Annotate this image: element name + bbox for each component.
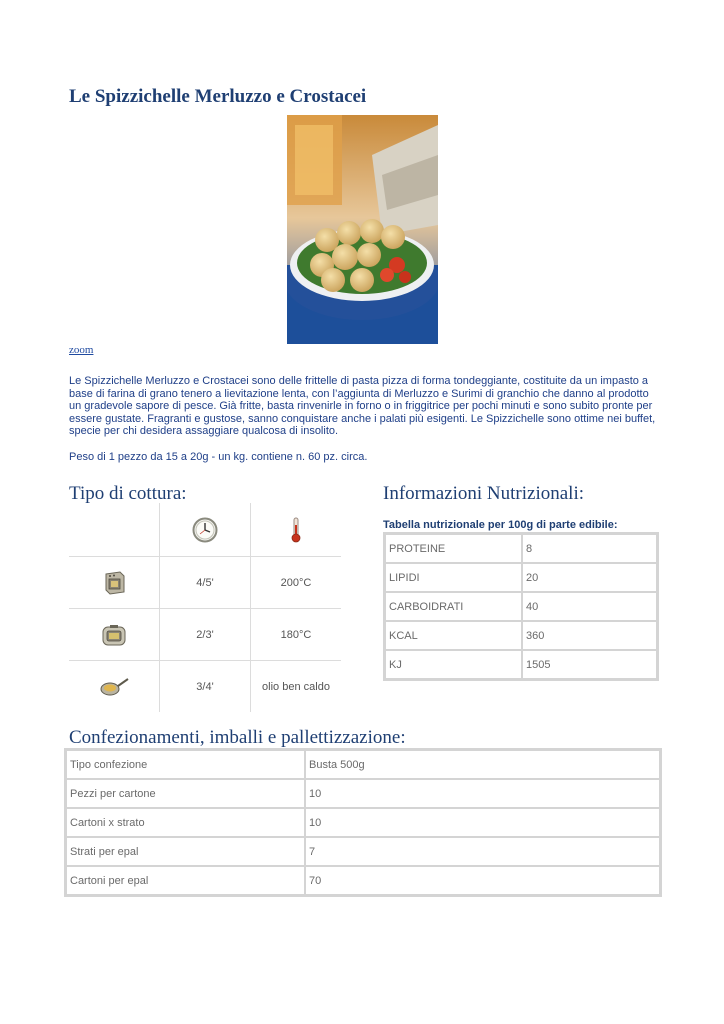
nutrition-row: [385, 592, 657, 621]
cooking-header-empty: [69, 503, 160, 557]
packaging-value: Busta 500g: [305, 750, 660, 779]
nutrition-row: [385, 650, 657, 679]
fryer-icon: [101, 622, 127, 648]
weight-note: Peso di 1 pezzo da 15 a 20g - un kg. contiene n. 60 pz. circa.: [69, 451, 368, 463]
nutrition-value: 360: [522, 621, 657, 650]
nutrition-table: [383, 532, 659, 681]
packaging-label: Cartoni x strato: [66, 808, 305, 837]
thermometer-icon: [289, 516, 303, 544]
nutrition-row: [385, 563, 657, 592]
cooking-temp: 200°C: [251, 557, 342, 609]
cooking-table: [69, 503, 341, 712]
packaging-row: [66, 866, 660, 895]
cooking-heading: Tipo di cottura:: [69, 483, 187, 504]
packaging-row: [66, 837, 660, 866]
cooking-temp: olio ben caldo: [251, 661, 342, 713]
packaging-label: Cartoni per epal: [66, 866, 305, 895]
cooking-temp: 180°C: [251, 609, 342, 661]
cooking-header-row: [69, 503, 341, 557]
nutrition-caption: Tabella nutrizionale per 100g di parte edibile:: [383, 519, 618, 531]
product-description: Le Spizzichelle Merluzzo e Crostacei sono delle frittelle di pasta pizza di forma tondeggiante, costituite da un impasto a base di farina di grano tenero a lievitazione lenta, con l’aggiunta di Merluzzo e Surimi di granchio che danno al prodotto un gradevole sapore di pesce. Già fritte, basta rinvenirle in forno o in friggitrice per pochi minuti e sono subito pronte per essere gustate. Fragranti e gustose, sanno conquistare anche i palati più esigenti. Le Spizzichelle sono ottime nei buffet, specie per chi desidera assaggiare qualcosa di insolito.: [69, 375, 656, 437]
nutrition-value: 40: [522, 592, 657, 621]
nutrition-value: 20: [522, 563, 657, 592]
packaging-value: 70: [305, 866, 660, 895]
cooking-time: 3/4': [160, 661, 251, 713]
cooking-row: [69, 557, 341, 609]
nutrition-label: KJ: [385, 650, 522, 679]
cooking-time: 2/3': [160, 609, 251, 661]
packaging-row: [66, 750, 660, 779]
nutrition-label: CARBOIDRATI: [385, 592, 522, 621]
packaging-row: [66, 779, 660, 808]
packaging-heading: Confezionamenti, imballi e pallettizzazione:: [69, 727, 406, 748]
pan-icon: [99, 676, 129, 698]
nutrition-value: 8: [522, 534, 657, 563]
packaging-value: 10: [305, 779, 660, 808]
cooking-time: 4/5': [160, 557, 251, 609]
nutrition-label: LIPIDI: [385, 563, 522, 592]
zoom-link[interactable]: zoom: [69, 344, 94, 356]
nutrition-row: [385, 621, 657, 650]
nutrition-heading: Informazioni Nutrizionali:: [383, 483, 585, 504]
cooking-row: [69, 661, 341, 713]
product-photo-image: [287, 115, 438, 344]
cooking-row: [69, 609, 341, 661]
packaging-label: Strati per epal: [66, 837, 305, 866]
packaging-row: [66, 808, 660, 837]
packaging-label: Pezzi per cartone: [66, 779, 305, 808]
oven-icon: [102, 570, 126, 596]
packaging-value: 10: [305, 808, 660, 837]
page-title: Le Spizzichelle Merluzzo e Crostacei: [69, 86, 367, 107]
nutrition-row: [385, 534, 657, 563]
nutrition-label: KCAL: [385, 621, 522, 650]
clock-icon: [192, 517, 218, 543]
nutrition-label: PROTEINE: [385, 534, 522, 563]
packaging-label: Tipo confezione: [66, 750, 305, 779]
product-photo[interactable]: [287, 115, 438, 344]
nutrition-value: 1505: [522, 650, 657, 679]
packaging-table: [64, 748, 662, 897]
packaging-value: 7: [305, 837, 660, 866]
